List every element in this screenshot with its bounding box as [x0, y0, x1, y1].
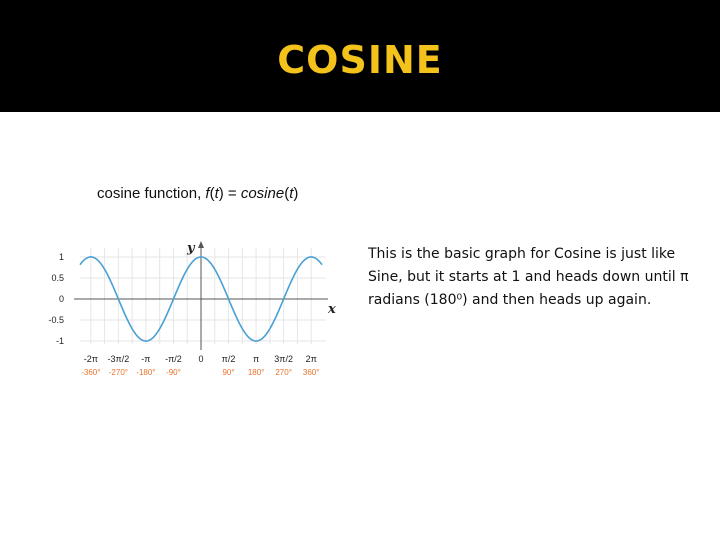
x-degree-label: 90°	[222, 368, 235, 377]
x-tick-label: -π	[141, 354, 151, 364]
x-degree-label: -360°	[81, 368, 101, 377]
slide-title: COSINE	[277, 38, 443, 82]
caption-open2: (	[284, 185, 290, 202]
x-degree-label: 180°	[247, 368, 265, 377]
caption-close: )	[293, 185, 299, 202]
x-degree-label: -270°	[108, 368, 128, 377]
x-axis-label: x	[328, 302, 336, 317]
x-tick-label: 2π	[305, 354, 317, 364]
x-degree-label: -180°	[136, 368, 156, 377]
y-axis-label: y	[187, 241, 195, 256]
x-tick-label: -2π	[83, 354, 98, 364]
cosine-chart	[40, 232, 345, 384]
function-caption	[97, 185, 298, 202]
y-tick-label: -1	[55, 336, 64, 347]
caption-prefix: cosine function,	[97, 185, 206, 202]
caption-t1: t	[214, 185, 219, 202]
caption-open: (	[209, 185, 215, 202]
caption-t2: t	[289, 185, 294, 202]
x-tick-label: π	[252, 354, 260, 364]
y-tick-label: 1	[58, 251, 64, 262]
caption-f: f	[205, 185, 210, 202]
y-axis-arrow	[198, 241, 204, 248]
y-tick-label: 0.5	[51, 272, 64, 283]
x-tick-label: -3π/2	[107, 354, 130, 364]
x-tick-label: 0	[198, 354, 204, 364]
caption-mid: ) =	[218, 185, 241, 202]
description-text: This is the basic graph for Cosine is just like Sine, but it starts at 1 and heads down until π radians (180⁰) and then heads up again.	[368, 246, 689, 308]
x-tick-label: π/2	[221, 354, 236, 364]
x-degree-label: 270°	[275, 368, 292, 377]
x-tick-label: 3π/2	[274, 354, 294, 364]
x-degree-label: -90°	[166, 368, 181, 377]
caption-cosine: cosine	[240, 185, 285, 202]
x-degree-label: 360°	[302, 368, 320, 377]
y-tick-label: -0.5	[48, 315, 64, 326]
x-tick-label: -π/2	[165, 354, 182, 364]
y-tick-label: 0	[58, 294, 64, 304]
tick-labels	[48, 252, 319, 377]
